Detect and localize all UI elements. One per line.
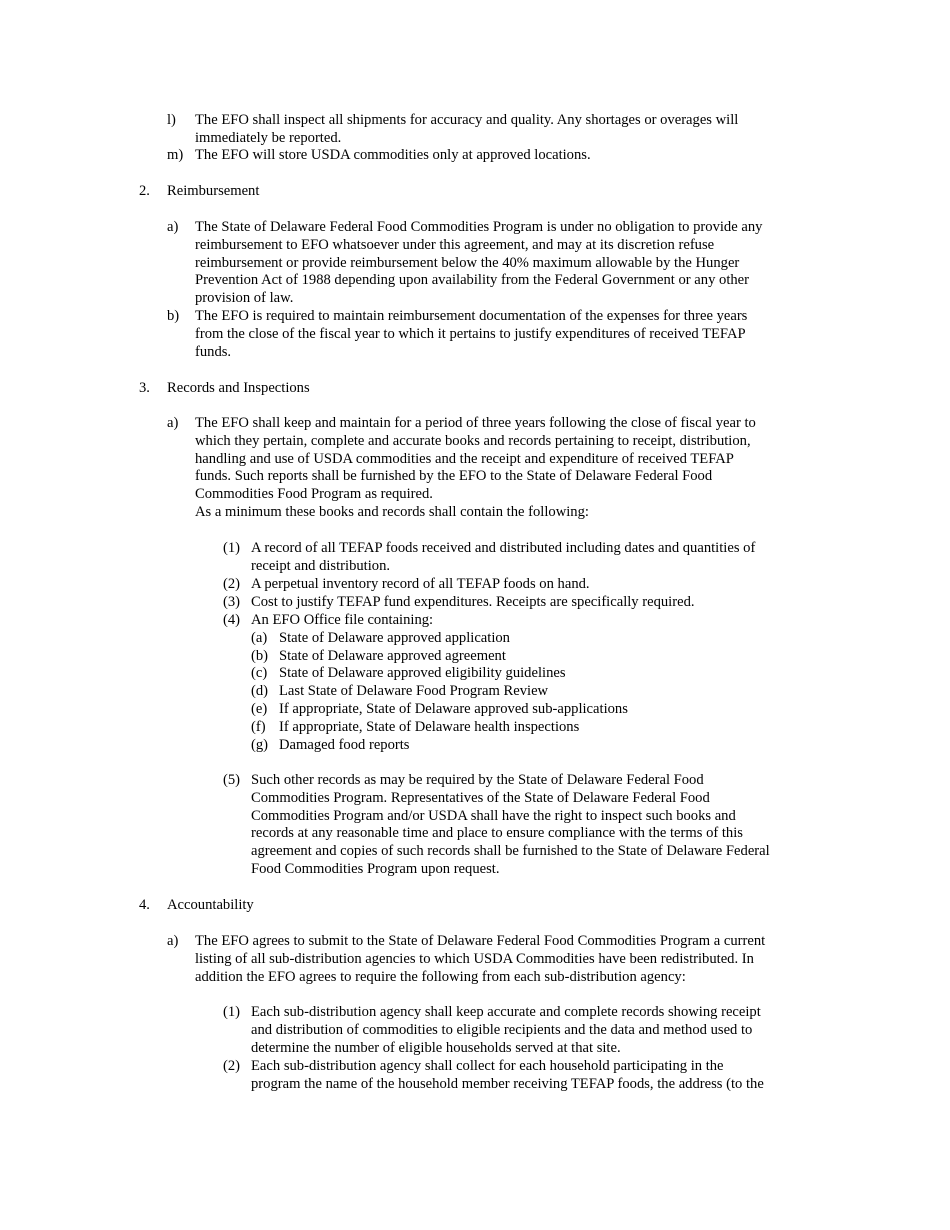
- section-number: 2.: [139, 183, 150, 199]
- item-text: The EFO is required to maintain reimbursement documentation of the expenses for three years from the close of the fiscal year to which it pertains to justify expenditures of received TEFAP funds.: [195, 308, 748, 360]
- item-label: (2): [223, 576, 241, 592]
- item-label: m): [167, 147, 184, 163]
- item-label: (c): [251, 665, 268, 681]
- item-label: (2): [223, 1058, 241, 1074]
- item-text: Damaged food reports: [279, 737, 410, 753]
- item-text: Such other records as may be required by the State of Delaware Federal Food Commodities Program. Representatives of the State of Delaware Federal Food Commodities Program and/or USDA shall have the right to inspect such books and records at any reasonable time and place to ensure compliance with the terms of this agreement and copies of such records shall be furnished to the State of Delaware Federal Food Commodities Program upon request.: [251, 772, 770, 877]
- item-text: Each sub-distribution agency shall keep accurate and complete records showing receipt and distribution of commodities to eligible recipients and the data and method used to determine the number of eligible households served at that site.: [251, 1004, 761, 1056]
- item-text: Each sub-distribution agency shall collect for each household participating in the program the name of the household member receiving TEFAP foods, the address (to the: [251, 1058, 764, 1092]
- item-label: (3): [223, 594, 241, 610]
- item-text: The EFO agrees to submit to the State of Delaware Federal Food Commodities Program a current listing of all sub-distribution agencies to which USDA Commodities have been redistributed. In addition the EFO agrees to require the following from each sub-distribution agency:: [195, 933, 766, 985]
- item-label: (a): [251, 630, 268, 646]
- item-label: (f): [251, 719, 266, 735]
- item-text: A perpetual inventory record of all TEFAP foods on hand.: [251, 576, 590, 592]
- section-title: Reimbursement: [167, 183, 260, 199]
- item-label: l): [167, 112, 176, 128]
- section-number: 3.: [139, 380, 150, 396]
- item-label: (5): [223, 772, 241, 788]
- item-label: (d): [251, 683, 269, 699]
- item-text: An EFO Office file containing:: [251, 612, 434, 628]
- item-label: a): [167, 933, 179, 949]
- item-label: (1): [223, 1004, 241, 1020]
- item-label: (b): [251, 648, 269, 664]
- item-label: a): [167, 219, 179, 235]
- item-text: A record of all TEFAP foods received and distributed including dates and quantities of receipt and distribution.: [251, 540, 756, 574]
- item-text: If appropriate, State of Delaware approved sub-applications: [279, 701, 628, 717]
- item-text: The EFO shall keep and maintain for a period of three years following the close of fiscal year to which they pertain, complete and accurate books and records pertaining to receipt, distribution, handling and use of USDA commodities and the receipt and expenditure of received TEFAP funds. Such reports shall be furnished by the EFO to the State of Delaware Federal Food Commodities Food Program as required. As a minimum these books and records shall contain the following:: [195, 415, 756, 520]
- item-text: Last State of Delaware Food Program Review: [279, 683, 549, 699]
- section-title: Records and Inspections: [167, 380, 310, 396]
- section-number: 4.: [139, 897, 150, 913]
- item-text: State of Delaware approved agreement: [279, 648, 506, 664]
- item-text: Cost to justify TEFAP fund expenditures. Receipts are specifically required.: [251, 594, 695, 610]
- item-text: The EFO will store USDA commodities only at approved locations.: [195, 147, 591, 163]
- item-text: State of Delaware approved eligibility guidelines: [279, 665, 566, 681]
- item-text: The EFO shall inspect all shipments for accuracy and quality. Any shortages or overages will immediately be reported.: [195, 112, 739, 146]
- item-label: (4): [223, 612, 241, 628]
- item-label: (e): [251, 701, 268, 717]
- section-title: Accountability: [167, 897, 254, 913]
- item-text: If appropriate, State of Delaware health inspections: [279, 719, 580, 735]
- item-text: State of Delaware approved application: [279, 630, 510, 646]
- item-label: b): [167, 308, 180, 324]
- item-text: The State of Delaware Federal Food Commodities Program is under no obligation to provide any reimbursement to EFO whatsoever under this agreement, and may at its discretion refuse reimbursement or provide reimbursement below the 40% maximum allowable by the Hunger Prevention Act of 1988 depending upon availability from the Federal Government or any other provision of law.: [195, 219, 763, 307]
- item-label: (1): [223, 540, 241, 556]
- item-label: (g): [251, 737, 269, 753]
- item-label: a): [167, 415, 179, 431]
